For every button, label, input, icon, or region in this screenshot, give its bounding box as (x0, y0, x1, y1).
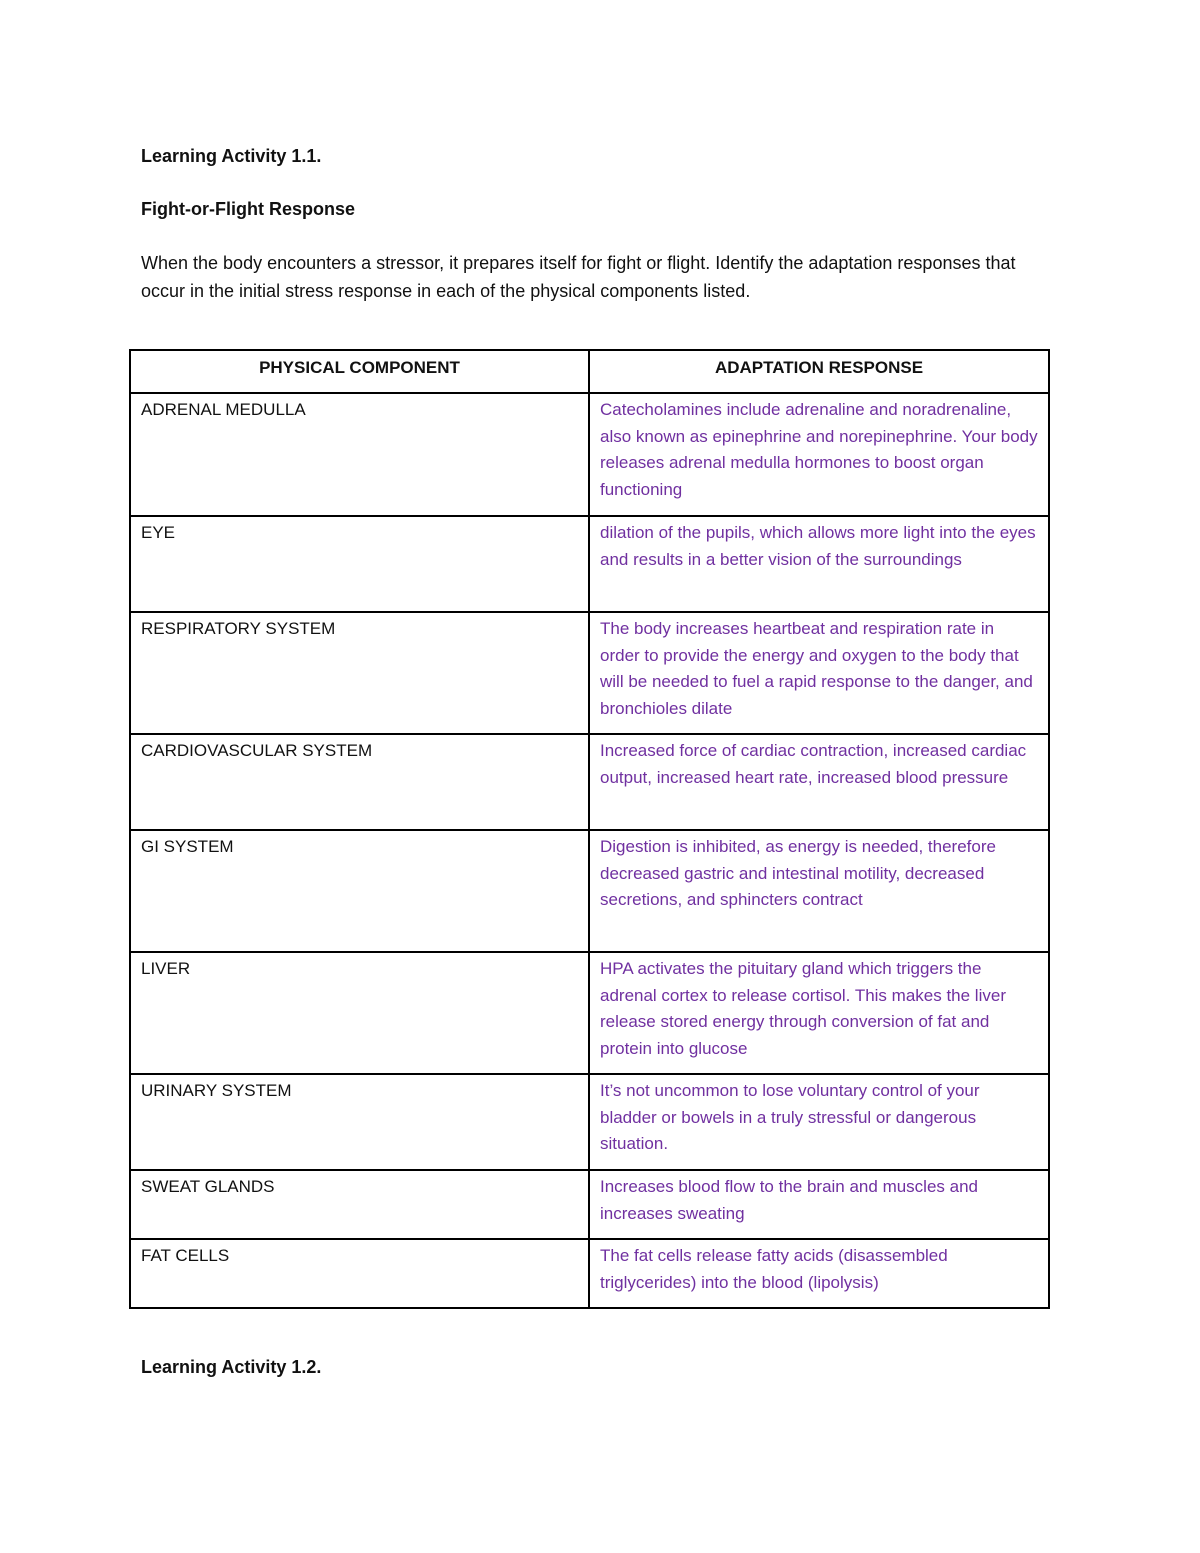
response-cell: HPA activates the pituitary gland which triggers the adrenal cortex to release cortisol. This makes the liver release stored energy through conversion of fat and protein into glucose (589, 952, 1049, 1074)
table-row (130, 516, 1049, 612)
response-cell: Catecholamines include adrenaline and noradrenaline, also known as epinephrine and norepinephrine. Your body releases adrenal medulla hormones to boost organ functioning (589, 393, 1049, 516)
response-cell: The fat cells release fatty acids (disassembled triglycerides) into the blood (lipolysis) (589, 1239, 1049, 1308)
component-cell: RESPIRATORY SYSTEM (130, 612, 589, 734)
table-row (130, 612, 1049, 734)
response-cell: Increases blood flow to the brain and muscles and increases sweating (589, 1170, 1049, 1239)
component-cell: GI SYSTEM (130, 830, 589, 952)
response-cell: The body increases heartbeat and respiration rate in order to provide the energy and oxygen to the body that will be needed to fuel a rapid response to the danger, and bronchioles dilate (589, 612, 1049, 734)
response-cell: Increased force of cardiac contraction, increased cardiac output, increased heart rate, increased blood pressure (589, 734, 1049, 830)
component-cell: SWEAT GLANDS (130, 1170, 589, 1239)
table-row (130, 734, 1049, 830)
adaptation-response-table (129, 349, 1050, 1309)
header-adaptation-response: ADAPTATION RESPONSE (589, 350, 1049, 393)
table-header-row (130, 350, 1049, 393)
section-subtitle: Fight-or-Flight Response (141, 199, 355, 219)
header-physical-component: PHYSICAL COMPONENT (130, 350, 589, 393)
component-cell: EYE (130, 516, 589, 612)
component-cell: LIVER (130, 952, 589, 1074)
component-cell: CARDIOVASCULAR SYSTEM (130, 734, 589, 830)
table-row (130, 1074, 1049, 1170)
response-cell: dilation of the pupils, which allows more light into the eyes and results in a better vision of the surroundings (589, 516, 1049, 612)
table-row (130, 1170, 1049, 1239)
table-row (130, 830, 1049, 952)
table-row (130, 952, 1049, 1074)
response-cell: It’s not uncommon to lose voluntary control of your bladder or bowels in a truly stressful or dangerous situation. (589, 1074, 1049, 1170)
response-cell: Digestion is inhibited, as energy is needed, therefore decreased gastric and intestinal motility, decreased secretions, and sphincters contract (589, 830, 1049, 952)
table-row (130, 1239, 1049, 1308)
intro-paragraph: When the body encounters a stressor, it prepares itself for fight or flight. Identify the adaptation responses that occur in the initial stress response in each of the physical components listed. (141, 253, 1016, 301)
table-row (130, 393, 1049, 516)
activity-2-title: Learning Activity 1.2. (141, 1357, 322, 1377)
component-cell: URINARY SYSTEM (130, 1074, 589, 1170)
component-cell: ADRENAL MEDULLA (130, 393, 589, 516)
activity-1-title: Learning Activity 1.1. (141, 146, 322, 166)
component-cell: FAT CELLS (130, 1239, 589, 1308)
